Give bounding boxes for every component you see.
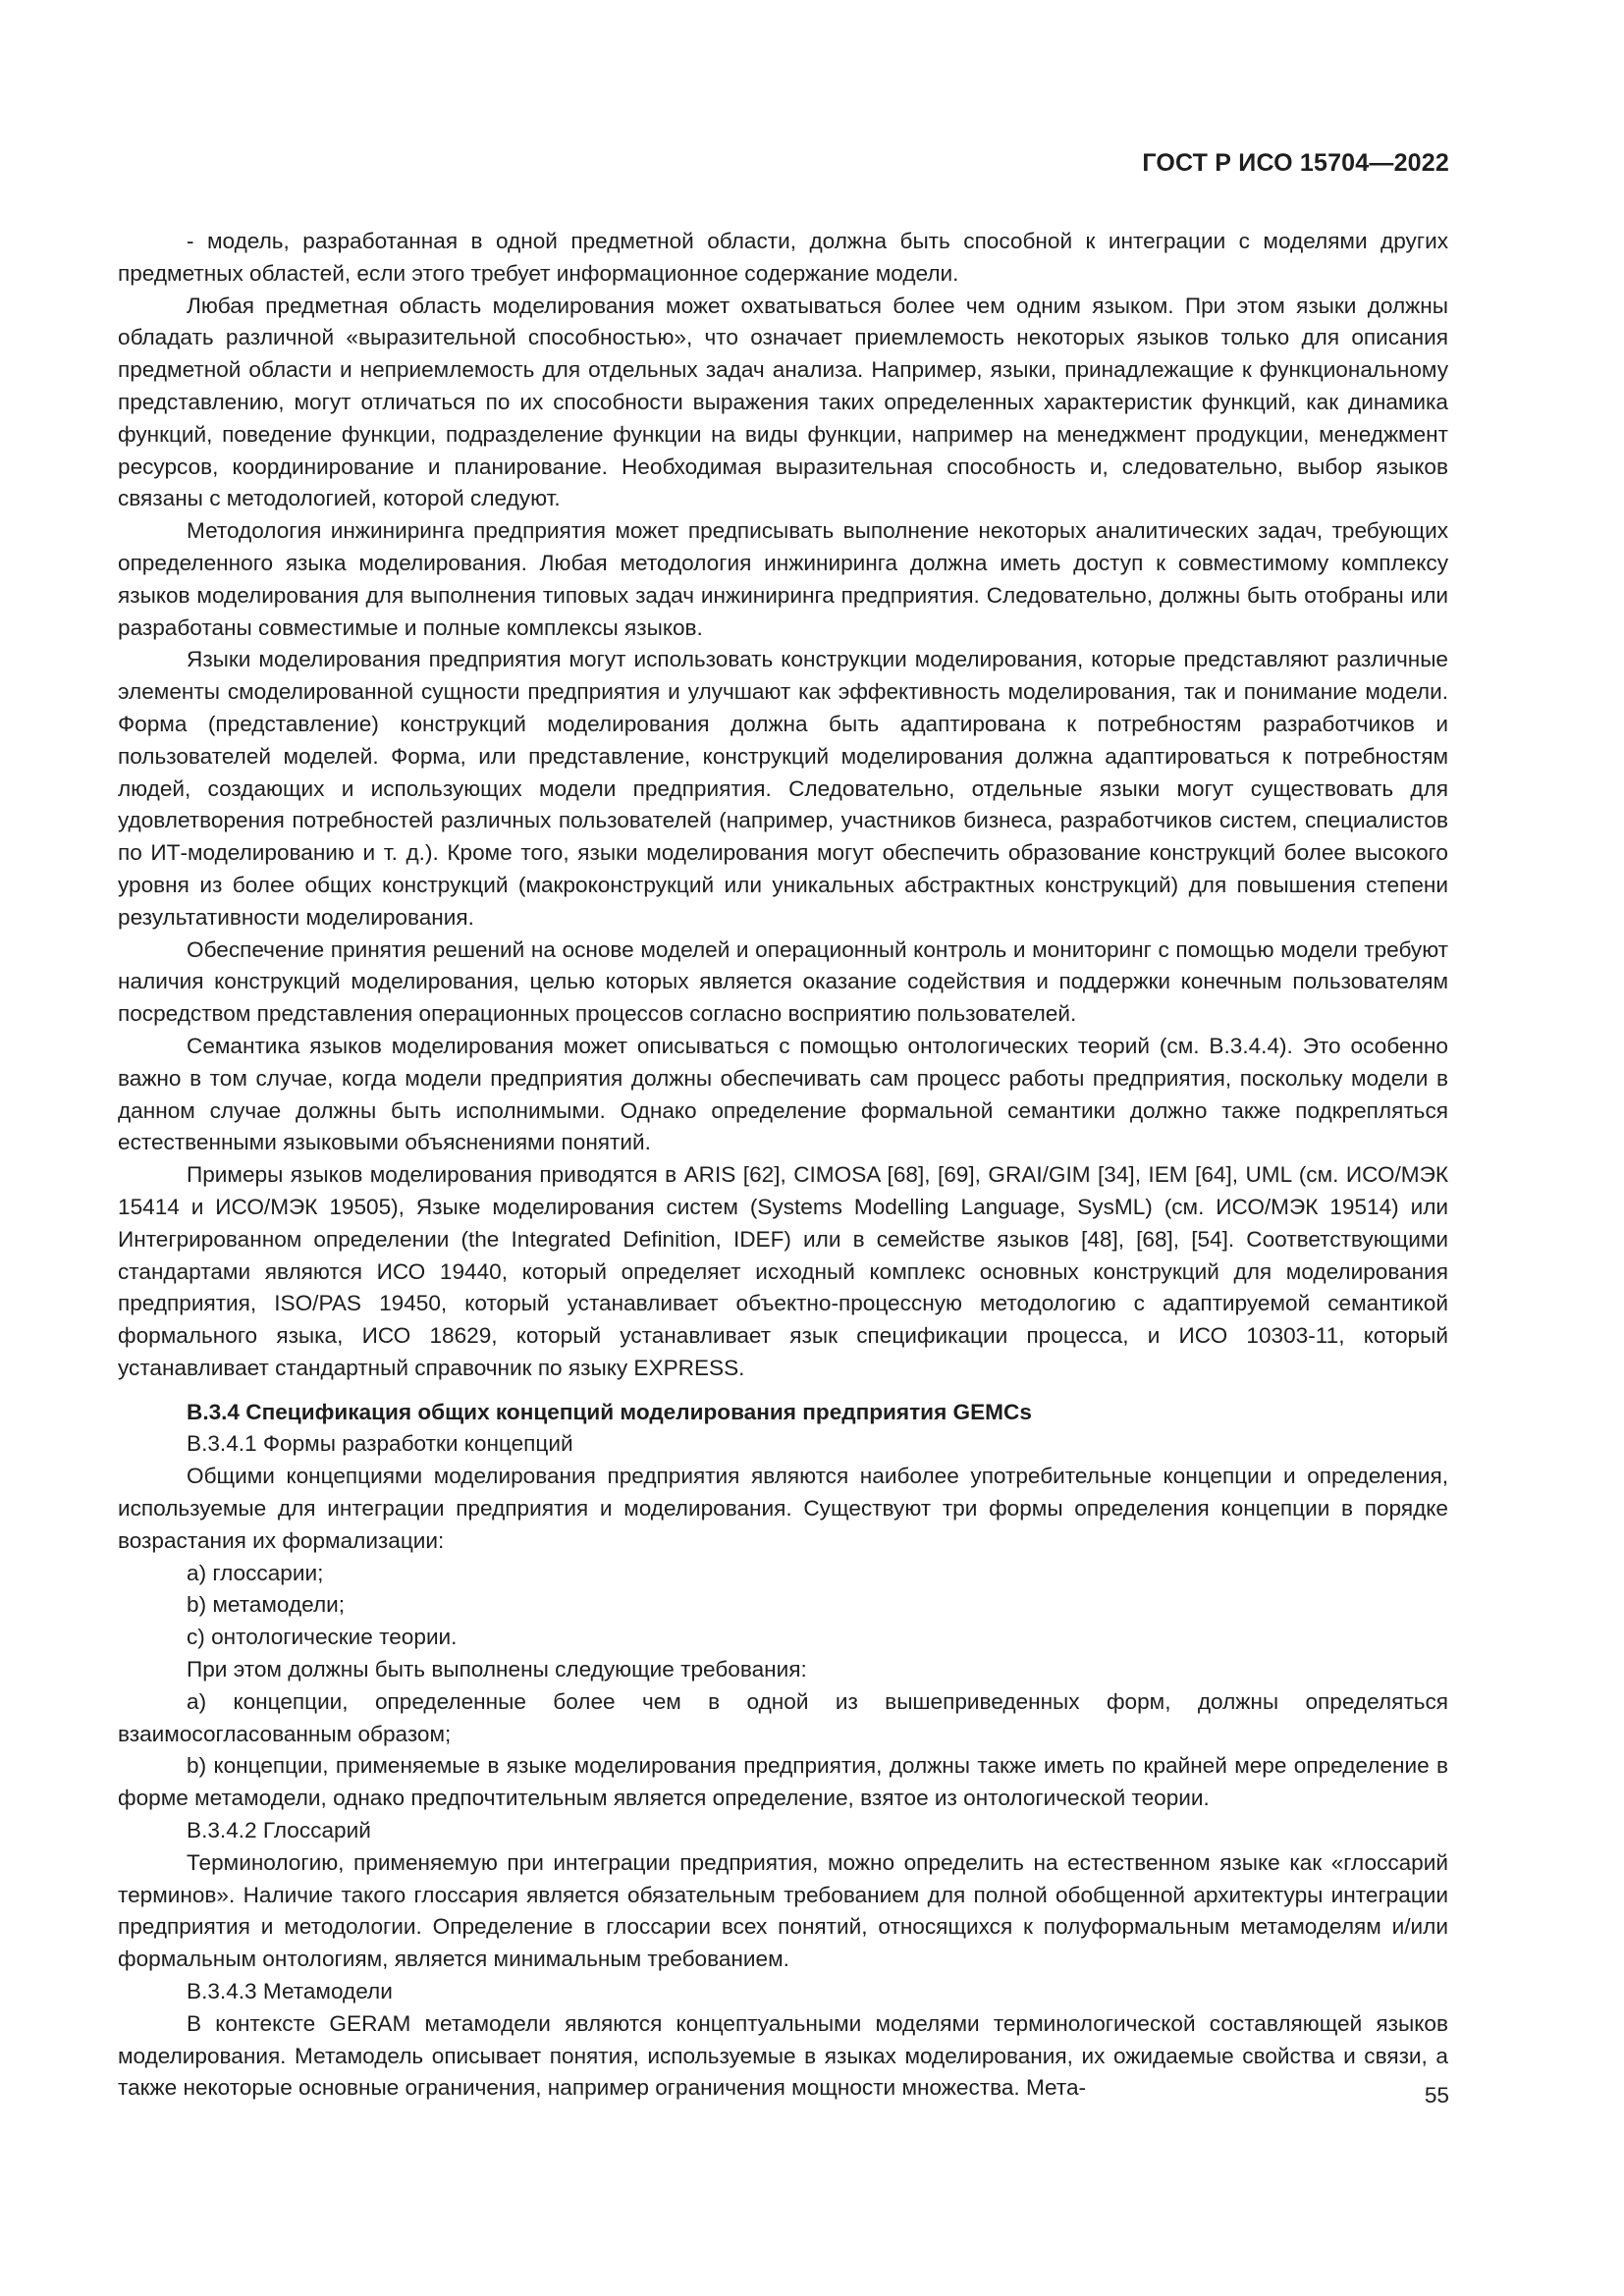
paragraph: В контексте GERAM метамодели являются концептуальными моделями терминологической составляющей языков моделирования. Метамодель описывает понятия, используемые в языках моделирования, их ожидаемые свойства и связи, а также некоторые основные ограничения, например ограничения мощности множества. Мета- bbox=[118, 2010, 1448, 2101]
list-item: a) концепции, определенные более чем в одной из вышеприведенных форм, должны определяться взаимосогласованным образом; bbox=[118, 1688, 1448, 1746]
subsection-title: В.3.4.1 Формы разработки концепций bbox=[187, 1431, 573, 1457]
paragraph: - модель, разработанная в одной предметной области, должна быть способной к интеграции с моделями других предметных областей, если этого требует информационное содержание модели. bbox=[118, 229, 1448, 286]
paragraph: Обеспечение принятия решений на основе моделей и операционный контроль и мониторинг с помощью модели требуют наличия конструкций моделирования, целью которых является оказание содействия и поддержки конечным пользователям посредством представления операционных процессов согласно восприятию пользователей. bbox=[118, 936, 1448, 1027]
page-number: 55 bbox=[1424, 2083, 1449, 2108]
paragraph: Примеры языков моделирования приводятся в ARIS [62], CIMOSA [68], [69], GRAI/GIM [34], IEM [64], UML (см. ИСО/МЭК 15414 и ИСО/МЭК 19505), Языке моделирования систем (Systems Modelling Language, SysML) (см. ИСО/МЭК 19514) или Интегрированном определении (the Integrated Definition, IDEF) или в семействе языков [48], [68], [54]. Соответствующими стандартами являются ИСО 19440, который определяет исходный комплекс основных конструкций для моделирования предприятия, ISO/PAS 19450, который устанавливает объектно-процессную методологию с адаптируемой семантикой формального языка, ИСО 18629, который устанавливает язык спецификации процесса, и ИСО 10303-11, который устанавливает стандартный справочник по языку EXPRESS. bbox=[118, 1162, 1448, 1380]
paragraph: Любая предметная область моделирования может охватываться более чем одним языком. При этом языки должны обладать различной «выразительной способностью», что означает приемлемость некоторых языков только для описания предметной области и неприемлемость для отдельных задач анализа. Например, языки, принадлежащие к функциональному представлению, могут отличаться по их способности выражения таких определенных характеристик функций, как динамика функций, поведение функции, подразделение функции на виды функции, например на менеджмент продукции, менеджмент ресурсов, координирование и планирование. Необходимая выразительная способность и, следовательно, выбор языков связаны с методологией, которой следуют. bbox=[118, 293, 1448, 511]
paragraph: Семантика языков моделирования может описываться с помощью онтологических теорий (см. В.3.4.4). Это особенно важно в том случае, когда модели предприятия должны обеспечивать сам процесс работы предприятия, поскольку модели в данном случае должны быть исполнимыми. Однако определение формальной семантики должно также подкрепляться естественными языковыми объяснениями понятий. bbox=[118, 1033, 1448, 1155]
subsection-title: В.3.4.2 Глоссарий bbox=[187, 1818, 371, 1843]
list-item: b) концепции, применяемые в языке моделирования предприятия, должны также иметь по крайней мере определение в форме метамодели, однако предпочтительным является определение, взятое из онтологической теории. bbox=[118, 1753, 1448, 1811]
paragraph: Терминологию, применяемую при интеграции предприятия, можно определить на естественном языке как «глоссарий терминов». Наличие такого глоссария является обязательным требованием для полной обобщенной архитектуры интеграции предприятия и методологии. Определение в глоссарии всех понятий, относящихся к полуформальным метамоделям и/или формальным онтологиям, является минимальным требованием. bbox=[118, 1849, 1448, 1972]
list-item: b) метамодели; bbox=[187, 1592, 346, 1618]
paragraph: При этом должны быть выполнены следующие требования: bbox=[187, 1657, 807, 1682]
document-code-header: ГОСТ Р ИСО 15704—2022 bbox=[1142, 149, 1449, 177]
paragraph: Методология инжиниринга предприятия может предписывать выполнение некоторых аналитических задач, требующих определенного языка моделирования. Любая методология инжиниринга должна иметь доступ к совместимому комплексу языков моделирования для выполнения типовых задач инжиниринга предприятия. Следовательно, должны быть отобраны или разработаны совместимые и полные комплексы языков. bbox=[118, 518, 1448, 640]
document-body bbox=[118, 226, 1448, 2105]
section-heading: В.3.4 Спецификация общих концепций моделирования предприятия GEMCs bbox=[187, 1399, 1032, 1424]
paragraph: Языки моделирования предприятия могут использовать конструкции моделирования, которые представляют различные элементы смоделированной сущности предприятия и улучшают как эффективность моделирования, так и понимание модели. Форма (представление) конструкций моделирования должна быть адаптирована к потребностям разработчиков и пользователей моделей. Форма, или представление, конструкций моделирования должна адаптироваться к потребностям людей, создающих и использующих модели предприятия. Следовательно, отдельные языки могут существовать для удовлетворения потребностей различных пользователей (например, участников бизнеса, разработчиков систем, специалистов по ИТ-моделированию и т. д.). Кроме того, языки моделирования могут обеспечить образование конструкций более высокого уровня из более общих конструкций (макроконструкций или уникальных абстрактных конструкций) для повышения степени результативности моделирования. bbox=[118, 647, 1448, 930]
list-item: a) глоссарии; bbox=[187, 1560, 324, 1585]
list-item: c) онтологические теории. bbox=[187, 1625, 458, 1650]
subsection-title: В.3.4.3 Метамодели bbox=[187, 1979, 393, 2004]
paragraph: Общими концепциями моделирования предприятия являются наиболее употребительные концепции и определения, используемые для интеграции предприятия и моделирования. Существуют три формы определения концепции в порядке возрастания их формализации: bbox=[118, 1464, 1448, 1553]
